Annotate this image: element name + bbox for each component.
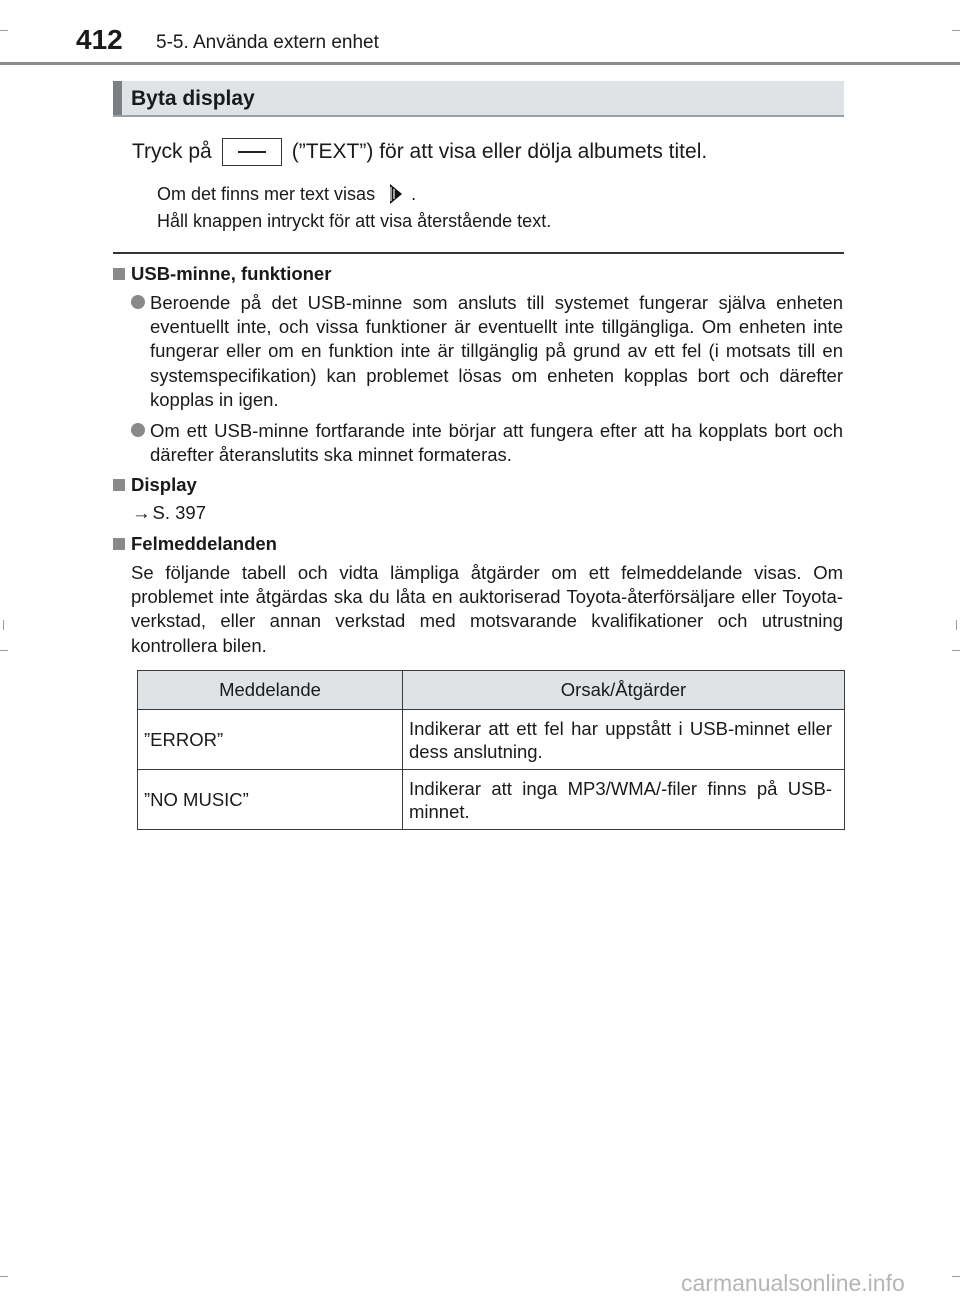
note-text-before: Om det finns mer text visas: [157, 183, 376, 204]
square-bullet-icon: [113, 268, 125, 280]
table-cell-cause: Indikerar att inga MP3/WMA/-filer finns på USB-minnet.: [403, 770, 845, 830]
display-heading: [113, 474, 197, 496]
column-header-message: Meddelande: [138, 671, 403, 710]
column-header-cause: Orsak/Åtgärder: [403, 671, 845, 710]
table-row: [138, 710, 845, 770]
square-bullet-icon: [113, 538, 125, 550]
text-key-icon: [222, 138, 282, 166]
header-divider: [0, 62, 960, 65]
section-accent: [113, 81, 122, 115]
more-text-arrow-icon: [389, 183, 403, 205]
usb-bullet-1-text: Beroende på det USB-minne som ansluts till systemet fungerar själva enheten eventuellt inte, och vissa funktioner är eventuellt inte tillgängliga. Om enheten inte fungerar eller om en funktion inte är tillgänglig på grund av ett fel (i motsats till en systemspecifikation) kan problemet lösas om enheten kopplas bort och därefter kopplas in igen.: [150, 292, 843, 410]
page-reference[interactable]: [132, 502, 206, 524]
usb-heading-text: USB-minne, funktioner: [131, 263, 332, 284]
section-heading-bar: [113, 81, 844, 117]
instruction-text-before: Tryck på: [132, 140, 212, 163]
page-number: 412: [76, 24, 123, 55]
usb-bullet-2-text: Om ett USB-minne fortfarande inte börjar att fungera efter att ha kopplats bort och därefter återanslutits ska minnet formateras.: [150, 420, 843, 466]
circle-bullet-icon: [131, 295, 145, 309]
note-line-2: [157, 211, 551, 232]
note-text: Håll knappen intryckt för att visa återstående text.: [157, 211, 552, 231]
crop-mark: [0, 1276, 8, 1277]
table-header-row: [138, 671, 845, 710]
reference-arrow-icon: →: [132, 502, 151, 523]
errors-heading: [113, 533, 277, 555]
crop-mark: [0, 30, 8, 31]
table-cell-cause: Indikerar att ett fel har uppstått i USB-minnet eller dess anslutning.: [403, 710, 845, 770]
note-line-1: [157, 183, 416, 205]
table-row: [138, 770, 845, 830]
usb-bullet-2: [131, 419, 843, 467]
section-title: Byta display: [131, 87, 255, 110]
chapter-title: 5-5. Använda extern enhet: [156, 32, 379, 53]
square-bullet-icon: [113, 479, 125, 491]
note-text-after: .: [411, 183, 417, 204]
watermark: carmanualsonline.info: [681, 1270, 905, 1296]
crop-mark: [3, 620, 4, 630]
crop-mark: [952, 30, 960, 31]
crop-mark: [952, 1276, 960, 1277]
error-message-table: [137, 670, 845, 830]
errors-heading-text: Felmeddelanden: [131, 533, 277, 554]
instruction-line: [132, 138, 707, 166]
table-cell-message: ”ERROR”: [138, 710, 403, 770]
display-heading-text: Display: [131, 474, 197, 495]
instruction-text-after: (”TEXT”) för att visa eller dölja albumets titel.: [291, 140, 708, 163]
table-cell-message: ”NO MUSIC”: [138, 770, 403, 830]
errors-paragraph: Se följande tabell och vidta lämpliga åtgärder om ett felmeddelande visas. Om problemet inte åtgärdas ska du låta en auktoriserad Toyota-återförsäljare eller Toyota-verkstad, eller annan verkstad med motsvarande kvalifikationer och utrustning kontrollera bilen.: [131, 562, 843, 656]
circle-bullet-icon: [131, 423, 145, 437]
crop-mark: [0, 650, 8, 651]
usb-heading: [113, 263, 331, 285]
crop-mark: [952, 650, 960, 651]
usb-bullet-1: [131, 291, 843, 412]
section-divider: [113, 252, 844, 254]
crop-mark: [956, 620, 957, 630]
reference-text: S. 397: [152, 502, 206, 523]
